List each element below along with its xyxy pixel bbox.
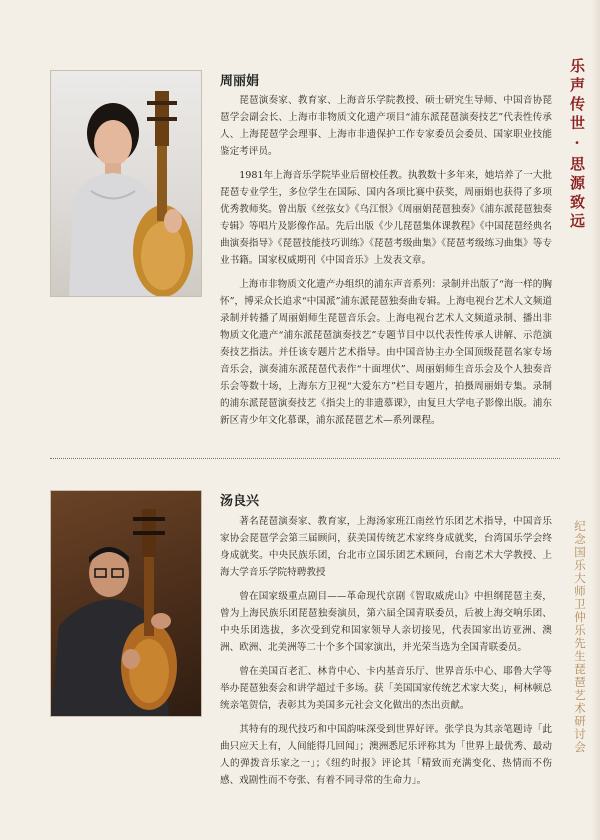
portrait-photo-zhou-lijuan <box>50 70 202 297</box>
side-motto: 乐声传世·思源致远 <box>568 58 586 232</box>
biography <box>220 513 552 796</box>
side-event-title: 纪念国乐大师卫仲乐先生琵琶艺术研讨会 <box>573 520 587 754</box>
person-name: 周丽娟 <box>220 74 260 89</box>
bio-paragraph: 1981年上海音乐学院毕业后留校任教。执教数十多年来，她培养了一大批琵琶专业学生，多位学生在国际、国内各项比赛中获奖，周丽娟也获得了多项优秀教师奖。曾出版《丝弦女》《乌江恨》《周丽娟琵琶独奏》《浦东派琵琶独奏专辑》等唱片及影像作品。先后出版《少儿琵琶集体课教程》《中国琵琶经典名曲演奏指导》《琵琶技能技巧训练》《琵琶考级曲集》《琵琶考级练习曲集》等专业书籍。国家权威期刊《中国音乐》上发表文章。 <box>220 170 552 266</box>
biography <box>220 92 552 436</box>
bio-paragraph: 琵琶演奏家、教育家、上海音乐学院教授、硕士研究生导师、中国音协琵琶学会副会长、上海市非物质文化遗产项目“浦东派琵琶演奏技艺”代表性传承人、上海琵琶学会理事、上海市非遗保护工作专家委员会委员、国家职业技能鉴定考评员。 <box>220 95 552 157</box>
bio-paragraph: 曾在国家级重点剧目——革命现代京剧《智取威虎山》中担纲琵琶主奏，曾为上海民族乐团琵琶独奏演员，第六届全国青联委员，后被上海交响乐团、中央乐团选拔，多次受到党和国家领导人亲切接见，代表国家出访亚洲、澳洲、欧洲、北美洲等二十个多个国家演出，并光荣当选为全国青联委员。 <box>220 591 552 653</box>
bio-paragraph: 其特有的现代技巧和中国韵味深受到世界好评。张学良为其亲笔题诗「此曲只应天上有，人间能得几回闻」；澳洲悉尼乐评称其为「世界上最优秀、最动人的弹拨音乐家之一」；《纽约时报》评论其「精致而充满变化、热情而不伤感、戏剧性而不夸张、有着不同寻常的生命力」。 <box>220 724 552 786</box>
page-edge-shadow <box>592 0 600 840</box>
portrait-illustration <box>51 71 201 296</box>
bio-paragraph: 著名琵琶演奏家、教育家，上海汤家班江南丝竹乐团艺术指导，中国音乐家协会琵琶学会第三届顾问，获美国传统艺术家终身成就奖，台湾国乐学会终身成就奖。中央民族乐团，台北市立国乐团艺术顾问，台南艺术大学教授、上海大学音乐学院特聘教授 <box>220 516 552 578</box>
portrait-photo-tang-liangxing <box>50 490 202 717</box>
bio-paragraph: 上海市非物质文化遗产办组织的浦东声音系列：录制并出版了“海一样的胸怀”，博采众长追求“中国派”浦东派琵琶独奏曲专辑。上海电视台艺术人文频道录制并转播了周丽娟师生琵琶音乐会。上海电视台艺术人文频道录制、播出非物质文化遗产“浦东派琵琶演奏技艺”专题节目中以代表性传承人讲解、示范演奏技艺指法。并任该专题片艺术指导。由中国音协主办全国顶级琵琶名家专场音乐会，演奏浦东派琵琶代表作“十面埋伏”、周丽娟师生音乐会及个人独奏音乐会等数十场，上海东方卫视“大爱东方”栏目专题片，拍摄周丽娟专集。录制的浦东派琵琶演奏技艺《指尖上的非遗慕课》，由复旦大学电子影像出版。浦东新区青少年文化慕课，浦东派琵琶艺术—系列课程。 <box>220 279 552 426</box>
portrait-illustration <box>51 491 201 716</box>
section-divider <box>50 458 560 459</box>
bio-paragraph: 曾在美国百老汇、林肯中心、卡内基音乐厅、世界音乐中心、耶鲁大学等举办琵琶独奏会和讲学超过千多场。获「美国国家传统艺术家大奖」，柯林顿总统亲笔贺信，表彰其为美国多元社会文化做出的杰出贡献。 <box>220 666 552 711</box>
person-name: 汤良兴 <box>220 494 260 509</box>
